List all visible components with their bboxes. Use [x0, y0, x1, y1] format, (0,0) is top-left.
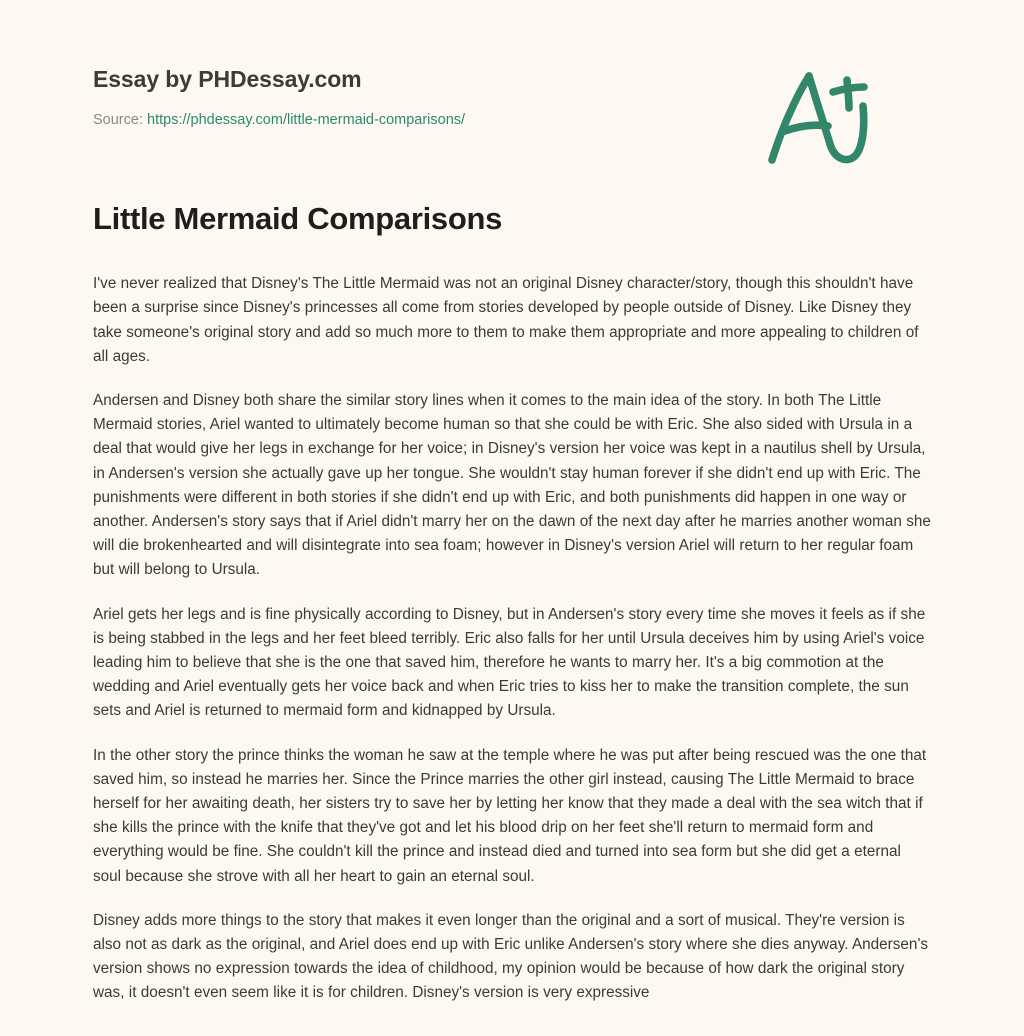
- paragraph: Andersen and Disney both share the similar story lines when it comes to the main idea of the story. In both The Little Mermaid stories, Ariel wanted to ultimately become human so that she could be with Eric. She also sided with Ursula in a deal that would give her legs in exchange for her voice; in Disney's version her voice was kept in a nautilus shell by Ursula, in Andersen's version she actually gave up her tongue. She wouldn't stay human forever if she didn't end up with Eric. The punishments were different in both stories if she didn't end up with Eric, and both punishments did happen in one way or another. Andersen's story says that if Ariel didn't marry her on the dawn of the next day after he marries another woman she will die brokenhearted and will disintegrate into sea foam; however in Disney's version Ariel will return to her regular foam but will belong to Ursula.: [93, 391, 931, 579]
- page-header: [76, 0, 948, 128]
- essay-body: [76, 272, 933, 1005]
- paragraph: In the other story the prince thinks the woman he saw at the temple where he was put after being rescued was the one that saved him, so instead he marries her. Since the Prince marries the other girl instead, causing The Little Mermaid to brace herself for her awaiting death, her sisters try to save her by letting her know that they made a deal with the sea witch that if she kills the prince with the knife that they've got and let his blood drip on her feet she'll return to mermaid form and everything would be fine. She couldn't kill the prince and instead died and turned into sea form but she did get a eternal soul because she strove with all her heart to gain an eternal soul.: [93, 746, 927, 885]
- aplus-logo: [760, 62, 880, 172]
- paragraph: Disney adds more things to the story that makes it even longer than the original and a sort of musical. They're version is also not as dark as the original, and Ariel does end up with Eric unlike Andersen's story where she dies anyway. Andersen's version shows no expression towards the idea of childhood, my opinion would be because of how dark the original story was, it doesn't even seem like it is for children. Disney's version is very expressive: [93, 911, 929, 1002]
- paragraph: I've never realized that Disney's The Little Mermaid was not an original Disney character/story, though this shouldn't have been a surprise since Disney's princesses all come from stories developed by people outside of Disney. Like Disney they take someone's original story and add so much more to them to make them appropriate and more appealing to children of all ages.: [93, 275, 919, 365]
- source-label: Source:: [93, 112, 143, 128]
- page-title: Little Mermaid Comparisons: [93, 201, 503, 236]
- aplus-logo-icon: [760, 62, 880, 172]
- source-url-link[interactable]: https://phdessay.com/little-mermaid-comparisons/: [147, 112, 466, 128]
- site-brand: Essay by PHDessay.com: [93, 66, 362, 92]
- paragraph: Ariel gets her legs and is fine physically according to Disney, but in Andersen's story every time she moves it feels as if she is being stabbed in the legs and her feet bleed terribly. Eric also falls for her until Ursula deceives him by using Ariel's voice leading him to believe that she is the one that saved him, therefore he wants to marry her. It's a big commotion at the wedding and Ariel eventually gets her voice back and when Eric tries to kiss her to make the transition complete, the sun sets and Ariel is returned to mermaid form and kidnapped by Ursula.: [93, 605, 926, 720]
